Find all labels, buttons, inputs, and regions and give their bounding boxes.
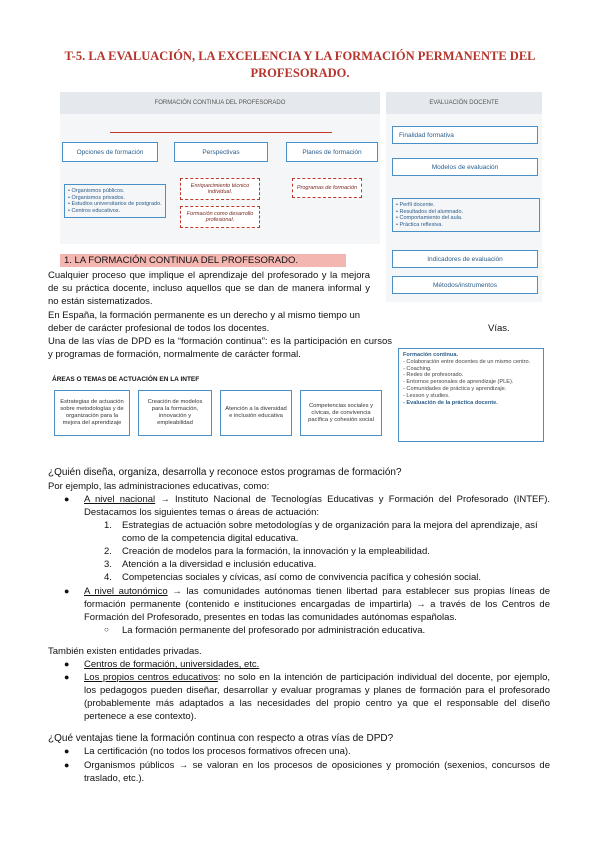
right-box-4: Métodos/instrumentos	[392, 276, 538, 294]
bullet-dot: ●	[64, 494, 70, 504]
q1-national: A nivel nacional → Instituto Nacional de Tecnologías Educativas y Formación del Profesorado (INTEF). Destacamos los siguientes temas o áreas de actuación:	[84, 494, 550, 518]
numbered-item: 1. Estrategias de actuación sobre metodologías y de organización para la mejora del aprendizaje, así como de la competencia digital educativa.	[104, 520, 538, 544]
section-para-3: Una de las vías de DPD es la “formación continua”: es la participación en cursos y programas de formación, normalmente de carácter formal.	[48, 336, 392, 360]
diagram-col1-list	[64, 184, 166, 218]
bullet-dot: ●	[64, 760, 70, 770]
q1-auto-sub: La formación permanente del profesorado por administración educativa.	[122, 625, 426, 636]
vias-box	[398, 348, 544, 442]
section-para-2: En España, la formación permanente es un derecho y al mismo tiempo un deber de carácter profesional de todos los docentes.	[48, 310, 361, 334]
intef-title: ÁREAS O TEMAS DE ACTUACIÓN EN LA INTEF	[52, 376, 200, 383]
col1-item: • Estudios universitarios de postgrado.	[68, 201, 162, 208]
vias-head: Formación continua.	[403, 352, 459, 358]
bullet-dot: ●	[64, 586, 70, 596]
diagram-col2-item1: Enriquecimiento técnico individual.	[180, 178, 260, 200]
diagram-col2-box: Perspectivas	[174, 142, 268, 162]
right-box-1: Finalidad formativa	[392, 126, 538, 144]
diagram-right-header: EVALUACIÓN DOCENTE	[386, 92, 542, 114]
formation-diagram	[60, 92, 380, 244]
q2-item-2: Organismos públicos → se valoran en los procesos de oposiciones y promoción (sexenios, concursos de traslado, etc.).	[84, 760, 550, 784]
diagram-connector	[110, 132, 332, 133]
right-list-item: • Resultados del alumnado.	[396, 209, 536, 216]
numbered-item: 2. Creación de modelos para la formación, la innovación y la empleabilidad.	[104, 546, 430, 557]
section-para-1: Cualquier proceso que implique el aprendizaje del profesorado y la mejora de su práctica docente, incluso aquellos que se dan de manera informal y no están sistematizados.	[48, 270, 370, 307]
private-intro: También existen entidades privadas.	[48, 646, 202, 657]
intef-box-1: Estrategias de actuación sobre metodologías y de organización para la mejora del aprendizaje	[54, 390, 130, 436]
q1-autonomic: A nivel autonómico → las comunidades autónomas tienen libertad para establecer sus propias líneas de formación permanente (contenido e instituciones encargadas de impartirla) → a través de los Centros de Formación del Profesorado, presentes en todas las comunidades autónomas españolas.	[84, 586, 551, 623]
q2-item-1: La certificación (no todos los procesos formativos ofrecen una).	[84, 746, 351, 757]
diagram-col2-item2: Formación como desarrollo profesional.	[180, 206, 260, 228]
page-title: T-5. LA EVALUACIÓN, LA EXCELENCIA Y LA FORMACIÓN PERMANENTE DEL PROFESORADO.	[64, 49, 536, 80]
col1-item: • Centros educativos.	[68, 208, 162, 215]
q2-question: ¿Qué ventajas tiene la formación continua con respecto a otras vías de DPD?	[48, 733, 394, 744]
right-box-2: Modelos de evaluación	[392, 158, 538, 176]
intef-box-3: Atención a la diversidad e inclusión educativa	[220, 390, 292, 436]
bullet-dot: ●	[64, 746, 70, 756]
private-1: Centros de formación, universidades, etc.	[84, 659, 260, 670]
vias-item: - Redes de profesorado.	[403, 372, 464, 379]
bullet-dot: ●	[64, 672, 70, 682]
q1-intro: Por ejemplo, las administraciones educativas, como:	[48, 481, 270, 492]
vias-item: - Lesson y studies.	[403, 392, 450, 399]
circle-bullet: ○	[104, 625, 109, 634]
diagram-left-header: FORMACIÓN CONTINUA DEL PROFESORADO	[60, 92, 380, 114]
col1-item: • Organismos públicos.	[68, 188, 162, 195]
intef-box-2: Creación de modelos para la formación, innovación y empleabilidad	[138, 390, 212, 436]
evaluation-diagram	[386, 92, 542, 302]
bullet-dot: ●	[64, 659, 70, 669]
vias-item: - Coaching.	[403, 365, 432, 372]
right-list-item: • Comportamiento del aula.	[396, 215, 536, 222]
diagram-col3-box: Planes de formación	[286, 142, 378, 162]
q1-question: ¿Quién diseña, organiza, desarrolla y reconoce estos programas de formación?	[48, 467, 402, 478]
col1-item: • Organismos privados.	[68, 195, 162, 202]
diagram-col3-item1: Programas de formación	[292, 178, 362, 198]
numbered-list	[104, 519, 552, 584]
vias-item: - Comunidades de práctica y aprendizaje.	[403, 385, 507, 392]
section-heading: 1. LA FORMACIÓN CONTINUA DEL PROFESORADO.	[60, 254, 346, 267]
right-box-3: Indicadores de evaluación	[392, 250, 538, 268]
private-2: Los propios centros educativos: no solo en la intención de participación individual del docente, por ejemplo, los pedagogos pueden diseñar, desarrollar y evaluar programas y planes de formación para el profesorado (probablemente más adaptados a las necesidades del propio centro ya que el responsable del diseño pertenece a ese contexto).	[84, 672, 550, 722]
right-list	[392, 198, 540, 232]
vias-item: - Colaboración entre docentes de un mismo centro.	[403, 358, 531, 365]
intef-box-4: Competencias sociales y cívicas, de convivencia pacífica y cohesión social	[300, 390, 382, 436]
right-list-item: • Perfil docente.	[396, 202, 536, 209]
numbered-item: 4. Competencias sociales y cívicas, así como de convivencia pacífica y cohesión social.	[104, 572, 482, 583]
diagram-col1-box: Opciones de formación	[62, 142, 158, 162]
vias-item: - Entornos personales de aprendizaje (PLE).	[403, 379, 514, 386]
numbered-item: 3. Atención a la diversidad e inclusión educativa.	[104, 559, 317, 570]
vias-label: Vías.	[488, 323, 510, 334]
intef-figure	[52, 376, 392, 444]
vias-foot: - Evaluación de la práctica docente.	[403, 399, 498, 406]
right-list-item: • Práctica reflexiva.	[396, 222, 536, 229]
